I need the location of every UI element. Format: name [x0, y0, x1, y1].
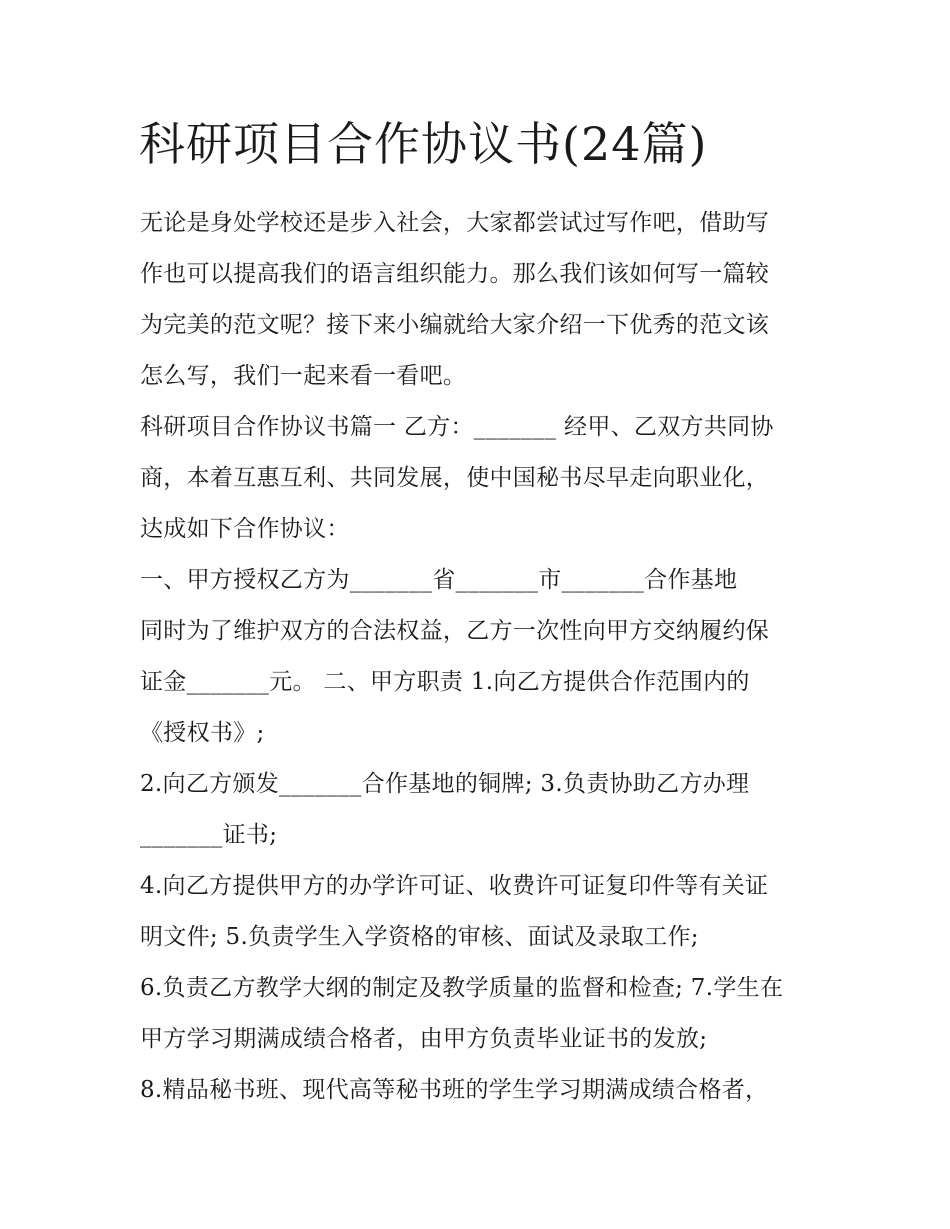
body-line: 2.向乙方颁发_______合作基地的铜牌; 3.负责协助乙方办理	[140, 771, 750, 797]
body-line: 证金_______元。 二、甲方职责 1.向乙方提供合作范围内的	[140, 669, 750, 695]
body-line: _______证书;	[140, 822, 278, 848]
body-line: 达成如下合作协议：	[140, 516, 350, 542]
body-line: 《授权书》;	[140, 720, 265, 746]
body-line: 8.精品秘书班、现代高等秘书班的学生学习期满成绩合格者，	[140, 1077, 769, 1103]
document-body	[140, 198, 820, 1116]
body-line: 作也可以提高我们的语言组织能力。那么我们该如何写一篇较	[140, 261, 770, 287]
body-line: 4.向乙方提供甲方的办学许可证、收费许可证复印件等有关证	[140, 873, 769, 899]
body-line: 商，本着互惠互利、共同发展，使中国秘书尽早走向职业化，	[140, 465, 770, 491]
body-line: 明文件; 5.负责学生入学资格的审核、面试及录取工作;	[140, 924, 699, 950]
body-line: 同时为了维护双方的合法权益，乙方一次性向甲方交纳履约保	[140, 618, 770, 644]
body-line: 无论是身处学校还是步入社会，大家都尝试过写作吧，借助写	[140, 210, 770, 236]
body-line: 甲方学习期满成绩合格者，由甲方负责毕业证书的发放;	[140, 1026, 708, 1052]
document-title: 科研项目合作协议书(24篇)	[139, 117, 708, 171]
body-line: 怎么写，我们一起来看一看吧。	[140, 363, 467, 389]
body-line: 一、甲方授权乙方为_______省_______市_______合作基地	[140, 567, 738, 593]
body-line: 为完美的范文呢？接下来小编就给大家介绍一下优秀的范文该	[140, 312, 770, 338]
body-line: 科研项目合作协议书篇一 乙方：_______ 经甲、乙双方共同协	[140, 414, 774, 440]
body-line: 6.负责乙方教学大纲的制定及教学质量的监督和检查; 7.学生在	[140, 975, 784, 1001]
